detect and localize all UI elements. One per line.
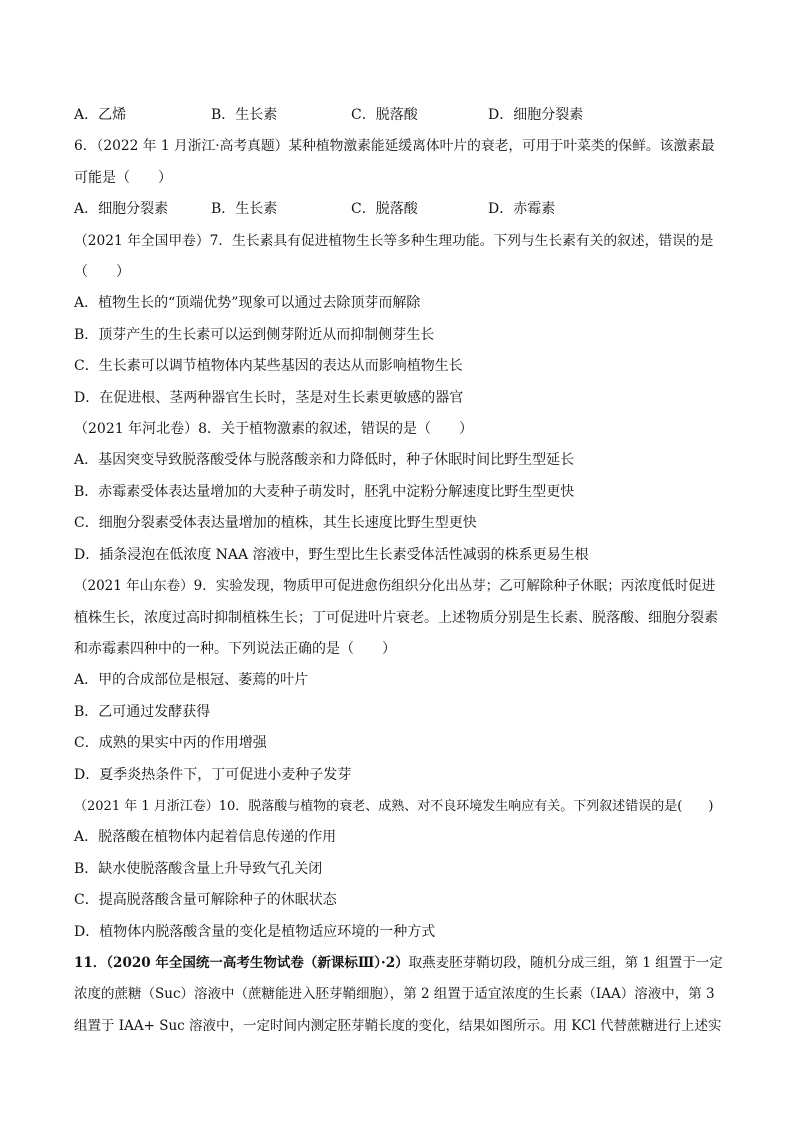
q9-stem-line-2: 植株生长，浓度过高时抑制植株生长；丁可促进叶片衰老。上述物质分别是生长素、脱落酸、细胞分裂素 [74,609,718,626]
q9-option-b: B．乙可通过发酵获得 [74,703,211,720]
q9-stem-line-3: 和赤霉素四种中的一种。下列说法正确的是（ ） [74,640,396,657]
q6-option-a: A．细胞分裂素 [74,201,169,218]
q5-option-b: B．生长素 [211,107,278,123]
q5-options [74,100,724,131]
q11-stem-line-2: 浓度的蔗糖（Suc）溶液中（蔗糖能进入胚芽鞘细胞），第 2 组置于适宜浓度的生长素（IAA）溶液中，第 3 [74,986,715,1003]
q11-stem-line-3: 组置于 IAA+ Suc 溶液中，一定时间内测定胚芽鞘长度的变化，结果如图所示。用 KCl 代替蔗糖进行上述实 [74,1017,722,1034]
q5-option-a: A．乙烯 [74,107,127,123]
q6-option-c: C．脱落酸 [351,201,418,218]
q6-options [74,194,724,225]
q8-stem: （2021 年河北卷）8．关于植物激素的叙述，错误的是（ ） [74,421,473,438]
q9-option-d: D．夏季炎热条件下，丁可促进小麦种子发芽 [74,766,352,783]
document-page [74,100,724,1042]
q10-option-a: A．脱落酸在植物体内起着信息传递的作用 [74,829,337,846]
q6-stem-line-1: 6．（2022 年 1 月浙江·高考真题）某种植物激素能延缓离体叶片的衰老，可用于叶菜类的保鲜。该激素最 [74,138,715,155]
q11-number: 11． [74,954,107,971]
q7-stem-line-1: （2021 年全国甲卷）7．生长素具有促进植物生长等多种生理功能。下列与生长素有关的叙述，错误的是 [74,232,714,249]
q6-stem-line-2: 可能是（ ） [74,169,172,186]
q8-option-c: C．细胞分裂素受体表达量增加的植株，其生长速度比野生型更快 [74,515,477,532]
q9-stem-line-1: （2021 年山东卷）9．实验发现，物质甲可促进愈伤组织分化出丛芽；乙可解除种子休眠；丙浓度低时促进 [74,578,716,595]
q10-option-b: B．缺水使脱落酸含量上升导致气孔关闭 [74,860,323,877]
q5-option-c: C．脱落酸 [351,107,418,123]
q10-option-c: C．提高脱落酸含量可解除种子的休眠状态 [74,892,337,909]
q11-stem-line-1 [74,948,724,979]
q8-option-a: A．基因突变导致脱落酸受体与脱落酸亲和力降低时，种子休眠时间比野生型延长 [74,452,575,469]
q7-option-c: C．生长素可以调节植物体内某些基因的表达从而影响植物生长 [74,358,463,375]
q9-option-a: A．甲的合成部位是根冠、萎蔫的叶片 [74,672,309,689]
q10-stem: （2021 年 1 月浙江卷）10．脱落酸与植物的衰老、成熟、对不良环境发生响应有关。下列叙述错误的是( ) [74,798,714,814]
q7-option-b: B．顶芽产生的生长素可以运到侧芽附近从而抑制侧芽生长 [74,326,435,343]
q8-option-b: B．赤霉素受体表达量增加的大麦种子萌发时，胚乳中淀粉分解速度比野生型更快 [74,483,575,500]
q5-option-d: D．细胞分裂素 [488,107,584,123]
q7-option-d: D．在促进根、茎两种器官生长时，茎是对生长素更敏感的器官 [74,389,464,406]
q6-option-d: D．赤霉素 [488,201,556,218]
q9-option-c: C．成熟的果实中丙的作用增强 [74,735,267,752]
q7-stem-line-2: （ ） [74,264,130,281]
q10-option-d: D．植物体内脱落酸含量的变化是植物适应环境的一种方式 [74,923,436,940]
q11-source: （2020 年全国统一高考生物试卷（新课标Ⅲ）·2） [106,954,409,971]
q7-option-a: A．植物生长的“顶端优势”现象可以通过去除顶芽而解除 [74,295,421,312]
q8-option-d: D．插条浸泡在低浓度 NAA 溶液中，野生型比生长素受体活性减弱的株系更易生根 [74,546,589,563]
q11-stem-line-1-text: 取燕麦胚芽鞘切段，随机分成三组，第 1 组置于一定 [408,954,723,971]
q6-option-b: B．生长素 [211,201,278,218]
